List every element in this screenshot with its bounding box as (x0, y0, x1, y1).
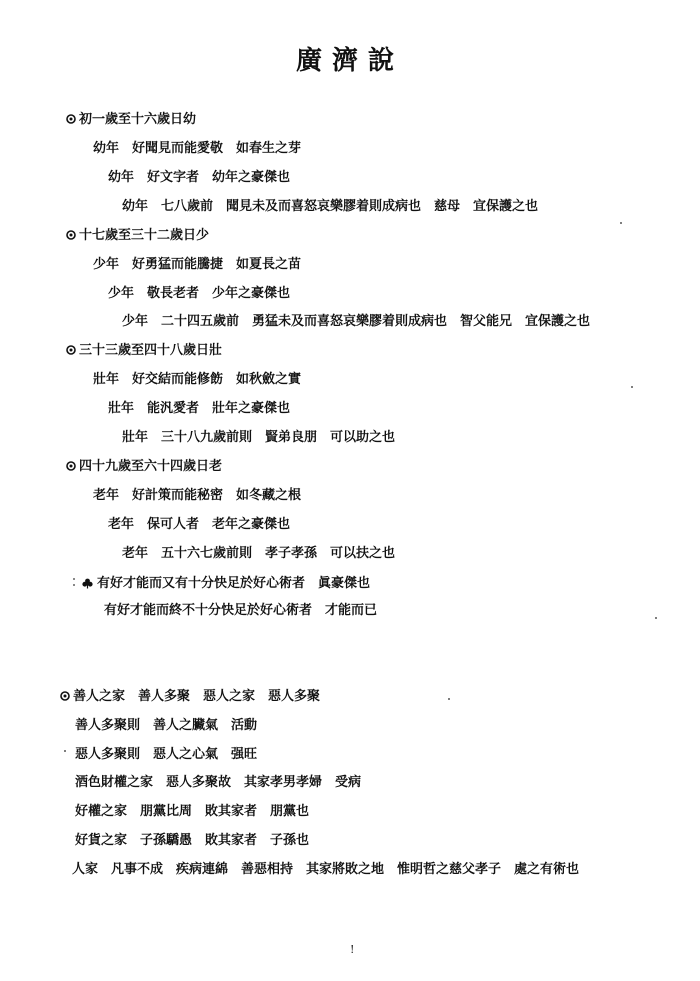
circle-bullet-icon (66, 461, 76, 471)
text-line: 好貨之家 子孫驕愚 敗其家者 子孫也 (75, 833, 310, 848)
section-heading (66, 459, 222, 475)
text-line: 幼年 七八歲前 聞見未及而喜怒哀樂膠着則成病也 慈母 宜保護之也 (122, 199, 539, 214)
circle-bullet-icon (60, 691, 70, 701)
circle-bullet-icon (66, 114, 76, 124)
section-heading (66, 343, 222, 359)
section-heading-text: 四十九歲至六十四歲日老 (79, 459, 223, 474)
scan-speck (64, 750, 66, 752)
section-heading-text: 三十三歲至四十八歲日壯 (79, 343, 223, 358)
circle-bullet-icon (66, 230, 76, 240)
scan-speck (620, 222, 622, 224)
section-heading (66, 228, 209, 244)
text-line: 壯年 好交結而能修飭 如秋斂之實 (93, 372, 302, 387)
text-line: 酒色財權之家 惡人多聚故 其家孝男孝婦 受病 (75, 775, 362, 790)
text-line: 幼年 好文字者 幼年之豪傑也 (108, 170, 291, 185)
club-line (72, 575, 370, 592)
text-line: 幼年 好聞見而能愛敬 如春生之芽 (93, 141, 302, 156)
speck-dots (72, 575, 82, 592)
page-title: 廣濟說 (295, 46, 404, 76)
text-line: 少年 二十四五歲前 勇猛未及而喜怒哀樂膠着則成病也 智父能兄 宜保護之也 (122, 314, 591, 329)
section-heading-text: 初一歲至十六歲日幼 (79, 112, 197, 127)
text-line: 好權之家 朋黨比周 敗其家者 朋黨也 (75, 804, 310, 819)
text-line: 有好才能而終不十分快足於好心術者 才能而已 (104, 603, 378, 618)
text-line: 少年 好勇猛而能騰捷 如夏長之苗 (93, 257, 302, 272)
section-heading-text: 善人之家 善人多聚 惡人之家 惡人多聚 (73, 689, 321, 704)
scan-speck (655, 617, 657, 619)
section-heading (60, 689, 320, 705)
scan-speck (631, 386, 633, 388)
text-line: 壯年 三十八九歲前則 賢弟良朋 可以助之也 (122, 430, 396, 445)
text-line: 少年 敬長老者 少年之豪傑也 (108, 286, 291, 301)
club-line-text: 有好才能而又有十分快足於好心術者 眞豪傑也 (97, 576, 371, 591)
text-line: 人家 凡事不成 疾病連綿 善惡相持 其家將敗之地 惟明哲之慈父孝子 處之有術也 (72, 862, 580, 877)
text-line: 善人多聚則 善人之臟氣 活動 (75, 718, 258, 733)
section-heading-text: 十七歲至三十二歲日少 (79, 228, 210, 243)
page-mark: ! (350, 943, 355, 956)
text-line: 壯年 能汎愛者 壯年之豪傑也 (108, 401, 291, 416)
scan-speck (448, 698, 450, 700)
text-line: 老年 五十六七歲前則 孝子孝孫 可以扶之也 (122, 546, 396, 561)
circle-bullet-icon (66, 345, 76, 355)
section-heading (66, 112, 196, 128)
text-line: 老年 保可人者 老年之豪傑也 (108, 517, 291, 532)
club-icon (82, 578, 94, 588)
text-line: 老年 好計策而能秘密 如冬藏之根 (93, 488, 302, 503)
text-line: 惡人多聚則 惡人之心氣 强旺 (75, 747, 258, 762)
